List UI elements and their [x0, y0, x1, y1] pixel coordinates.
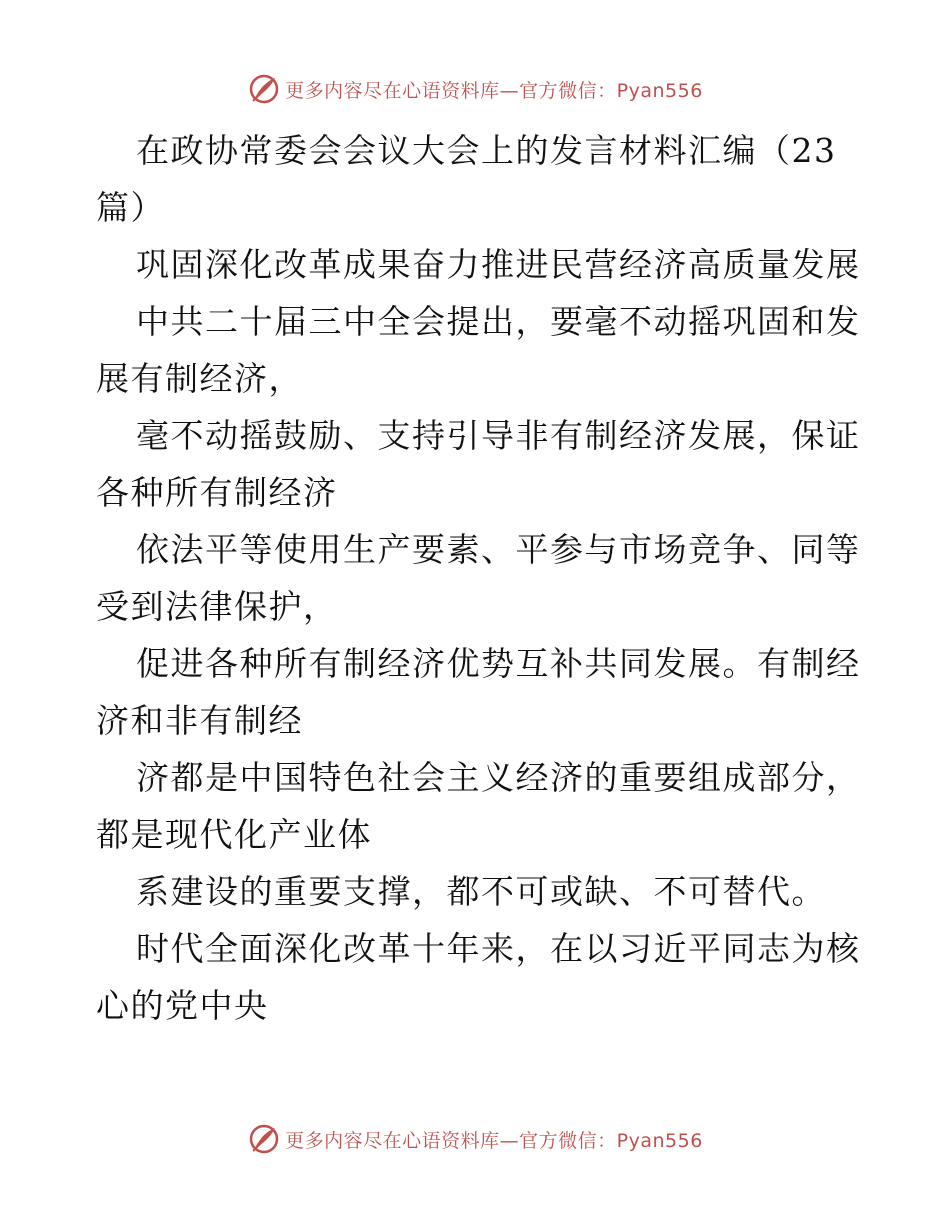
paragraph [96, 749, 861, 863]
title-line: 篇） [96, 188, 165, 227]
paragraph [96, 521, 861, 635]
paragraph-line: 时代全面深化改革十年来，在以习近平同志为核 [136, 929, 861, 968]
paragraph-line: 系建设的重要支撑，都不可或缺、不可替代。 [136, 872, 826, 911]
paragraph-line: 济和非有制经 [96, 701, 303, 740]
paragraph-line: 依法平等使用生产要素、平参与市场竞争、同等 [136, 530, 861, 569]
paragraph-line: 展有制经济， [96, 359, 303, 398]
paragraph-line: 受到法律保护， [96, 587, 338, 626]
paragraph-line: 济都是中国特色社会主义经济的重要组成部分， [136, 758, 861, 797]
feather-pen-logo-icon [247, 1122, 281, 1156]
paragraph [96, 293, 861, 407]
heading-line: 巩固深化改革成果奋力推进民营经济高质量发展 [136, 245, 861, 284]
watermark-text: 更多内容尽在心语资料库—官方微信：Pyan556 [285, 1129, 703, 1152]
footer-watermark [0, 1122, 950, 1156]
paragraph-line: 中共二十届三中全会提出，要毫不动摇巩固和发 [136, 302, 861, 341]
paragraph [96, 863, 856, 920]
paragraph-line: 毫不动摇鼓励、支持引导非有制经济发展，保证 [136, 416, 861, 455]
paragraph-line: 心的党中央 [96, 986, 269, 1025]
watermark-text: 更多内容尽在心语资料库—官方微信：Pyan556 [285, 79, 703, 102]
paragraph [96, 920, 861, 1034]
document-title [96, 122, 856, 236]
paragraph-line: 促进各种所有制经济优势互补共同发展。有制经 [136, 644, 861, 683]
paragraph [96, 635, 861, 749]
section-heading [96, 236, 861, 293]
header-watermark [0, 72, 950, 106]
paragraph [96, 407, 861, 521]
paragraph-line: 各种所有制经济 [96, 473, 338, 512]
feather-pen-logo-icon [247, 72, 281, 106]
title-line: 在政协常委会会议大会上的发言材料汇编（23 [136, 131, 837, 170]
document-body [96, 122, 861, 1034]
paragraph-line: 都是现代化产业体 [96, 815, 372, 854]
